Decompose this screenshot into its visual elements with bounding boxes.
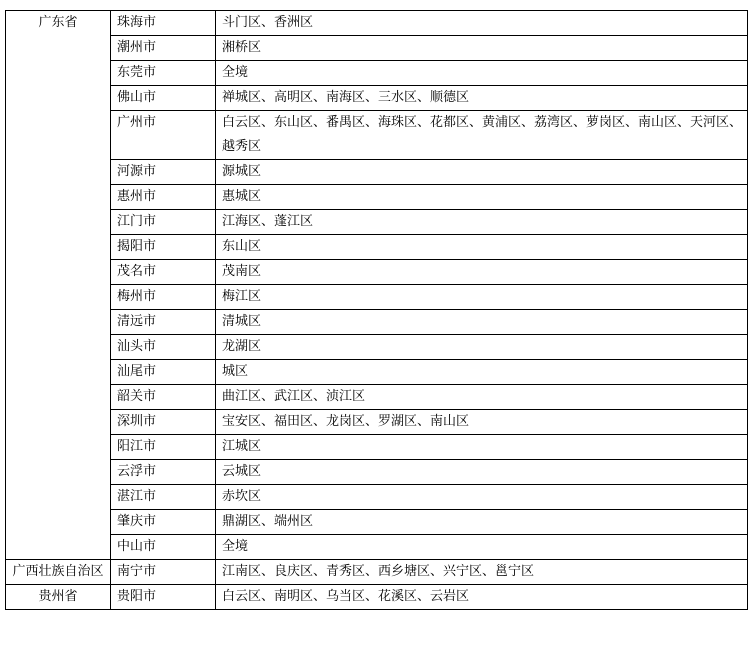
city-cell: 东莞市 [111,61,216,86]
districts-cell: 源城区 [216,160,748,185]
city-cell: 揭阳市 [111,235,216,260]
city-cell: 汕尾市 [111,360,216,385]
districts-cell: 湘桥区 [216,36,748,61]
table-row [6,510,748,535]
districts-cell: 赤坎区 [216,485,748,510]
city-cell: 深圳市 [111,410,216,435]
table-row [6,485,748,510]
districts-cell: 龙湖区 [216,335,748,360]
city-cell: 惠州市 [111,185,216,210]
region-table-body [6,11,748,610]
table-row [6,560,748,585]
province-cell: 贵州省 [6,585,111,610]
table-row [6,61,748,86]
table-row [6,535,748,560]
table-row [6,310,748,335]
table-row [6,585,748,610]
city-cell: 阳江市 [111,435,216,460]
districts-cell: 梅江区 [216,285,748,310]
city-cell: 韶关市 [111,385,216,410]
table-row [6,86,748,111]
city-cell: 广州市 [111,111,216,160]
city-cell: 云浮市 [111,460,216,485]
districts-cell: 禅城区、高明区、南海区、三水区、顺德区 [216,86,748,111]
districts-cell: 城区 [216,360,748,385]
table-row [6,11,748,36]
districts-cell: 曲江区、武江区、浈江区 [216,385,748,410]
districts-cell: 江南区、良庆区、青秀区、西乡塘区、兴宁区、邕宁区 [216,560,748,585]
city-cell: 中山市 [111,535,216,560]
city-cell: 清远市 [111,310,216,335]
districts-cell: 宝安区、福田区、龙岗区、罗湖区、南山区 [216,410,748,435]
city-cell: 河源市 [111,160,216,185]
table-row [6,36,748,61]
table-row [6,235,748,260]
table-row [6,360,748,385]
districts-cell: 全境 [216,61,748,86]
table-row [6,435,748,460]
districts-cell: 清城区 [216,310,748,335]
province-cell: 广西壮族自治区 [6,560,111,585]
table-row [6,210,748,235]
districts-cell: 惠城区 [216,185,748,210]
table-row [6,460,748,485]
table-row [6,385,748,410]
city-cell: 梅州市 [111,285,216,310]
city-cell: 珠海市 [111,11,216,36]
districts-cell: 江城区 [216,435,748,460]
districts-cell: 全境 [216,535,748,560]
region-table [5,10,748,610]
table-row [6,185,748,210]
city-cell: 江门市 [111,210,216,235]
table-row [6,335,748,360]
province-cell: 广东省 [6,11,111,560]
city-cell: 茂名市 [111,260,216,285]
table-row [6,160,748,185]
city-cell: 南宁市 [111,560,216,585]
city-cell: 贵阳市 [111,585,216,610]
districts-cell: 江海区、蓬江区 [216,210,748,235]
city-cell: 佛山市 [111,86,216,111]
table-row [6,260,748,285]
city-cell: 汕头市 [111,335,216,360]
table-row [6,111,748,160]
districts-cell: 白云区、东山区、番禺区、海珠区、花都区、黄浦区、荔湾区、萝岗区、南山区、天河区、越秀区 [216,111,748,160]
city-cell: 肇庆市 [111,510,216,535]
city-cell: 湛江市 [111,485,216,510]
table-row [6,410,748,435]
districts-cell: 斗门区、香洲区 [216,11,748,36]
districts-cell: 茂南区 [216,260,748,285]
city-cell: 潮州市 [111,36,216,61]
districts-cell: 云城区 [216,460,748,485]
districts-cell: 白云区、南明区、乌当区、花溪区、云岩区 [216,585,748,610]
districts-cell: 鼎湖区、端州区 [216,510,748,535]
districts-cell: 东山区 [216,235,748,260]
table-row [6,285,748,310]
